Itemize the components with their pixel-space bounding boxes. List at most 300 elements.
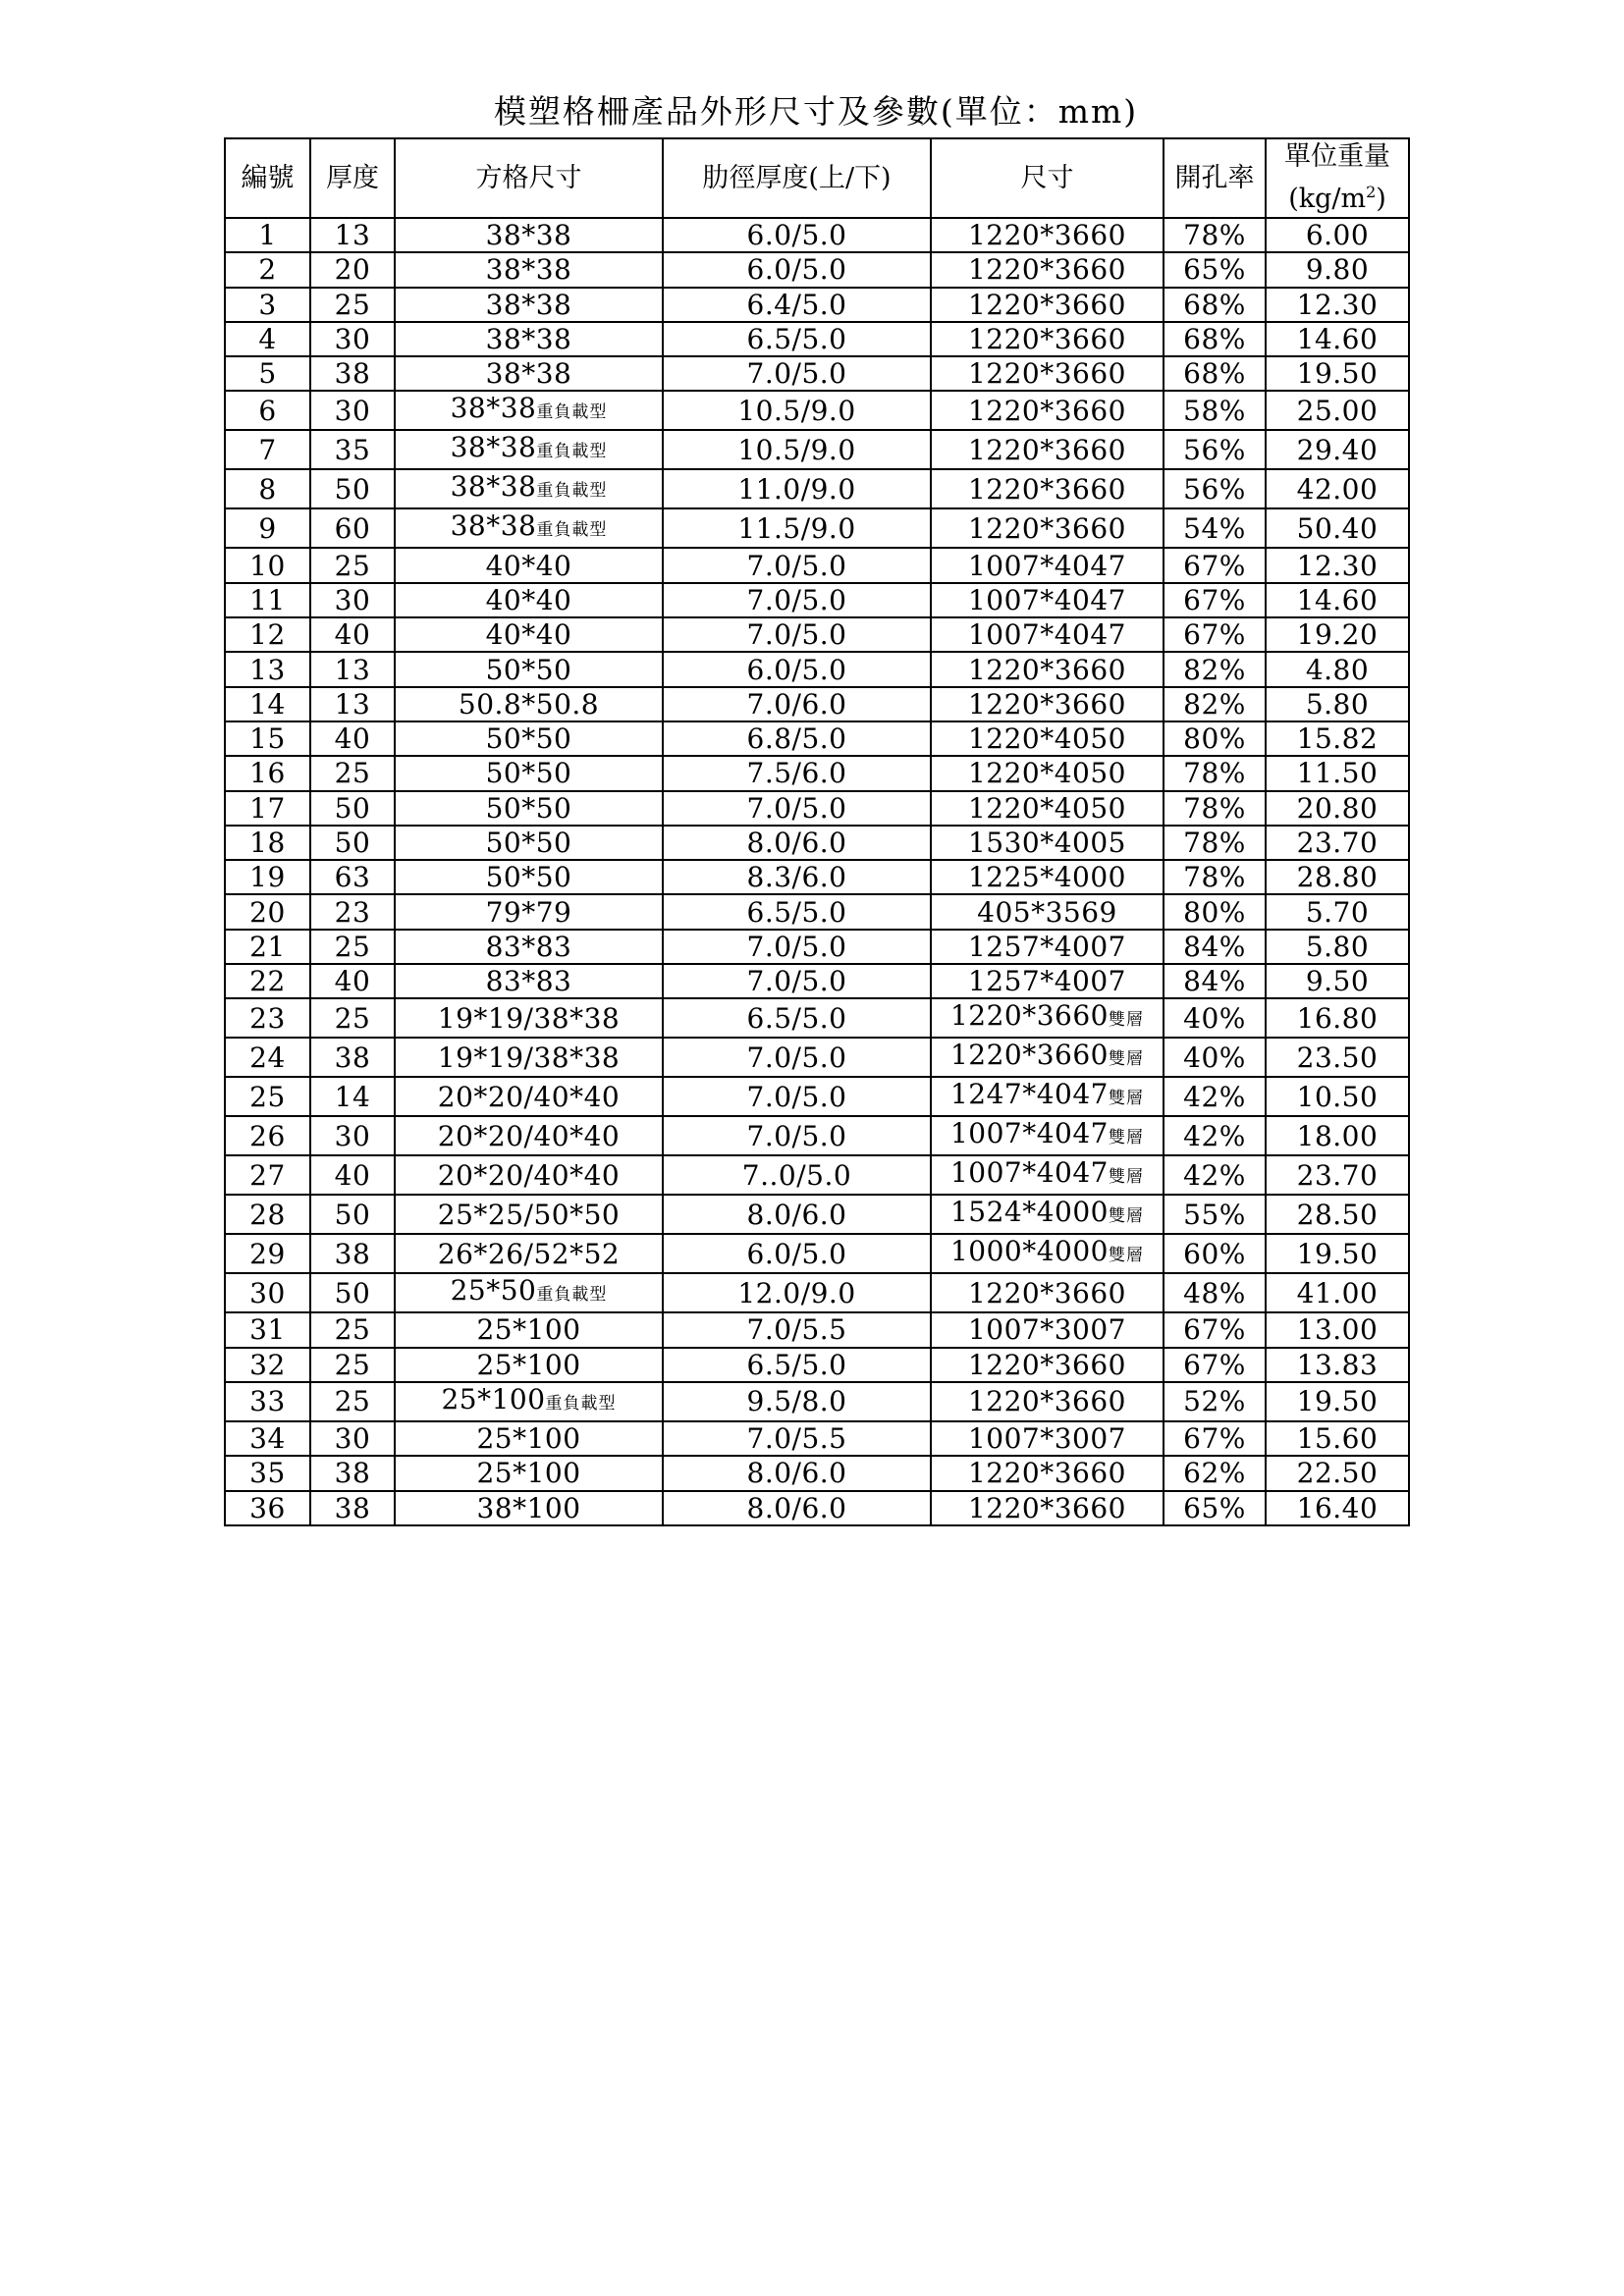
cell-grid-size: [395, 894, 663, 929]
cell-grid-size-value: 38*38: [450, 392, 537, 425]
cell-id-value: 35: [249, 1457, 286, 1490]
cell-grid-size: [395, 1456, 663, 1490]
cell-open-rate: [1164, 652, 1266, 686]
cell-thickness: [310, 430, 395, 469]
cell-size-value: 1007*3007: [967, 1422, 1126, 1456]
cell-size-value: 1220*4050: [967, 791, 1126, 825]
cell-unit-weight-value: 23.70: [1296, 1158, 1379, 1192]
cell-rib-thickness-value: 7.0/5.0: [746, 791, 847, 825]
table-row: [225, 860, 1409, 894]
cell-id: [225, 583, 310, 617]
cell-open-rate-value: 84%: [1183, 965, 1246, 998]
cell-thickness: [310, 252, 395, 287]
cell-unit-weight: [1266, 998, 1409, 1038]
cell-rib-thickness-value: 8.0/6.0: [746, 1491, 847, 1524]
document-title: 模塑格柵產品外形尺寸及參數(單位：mm): [493, 92, 1139, 131]
cell-id: [225, 252, 310, 287]
cell-id: [225, 1077, 310, 1116]
cell-rib-thickness-value: 8.0/6.0: [746, 1198, 847, 1231]
cell-open-rate-value: 58%: [1183, 394, 1246, 427]
cell-rib-thickness-value: 6.0/5.0: [746, 253, 847, 287]
cell-thickness: [310, 1491, 395, 1525]
cell-unit-weight-value: 28.80: [1296, 861, 1379, 894]
cell-grid-size: [395, 1312, 663, 1347]
cell-rib-thickness: [663, 930, 931, 964]
cell-grid-size-value: 38*38: [450, 431, 537, 464]
cell-id-value: 33: [249, 1385, 286, 1418]
cell-thickness: [310, 583, 395, 617]
cell-id: [225, 356, 310, 391]
cell-open-rate-value: 67%: [1183, 1348, 1246, 1381]
cell-size: [931, 1491, 1164, 1525]
cell-rib-thickness-value: 6.0/5.0: [746, 653, 847, 686]
cell-size-value: 1220*3660: [967, 253, 1126, 287]
cell-id: [225, 721, 310, 756]
cell-open-rate: [1164, 322, 1266, 356]
cell-id: [225, 508, 310, 548]
cell-rib-thickness-value: 7.0/5.0: [746, 618, 847, 652]
cell-open-rate: [1164, 218, 1266, 252]
cell-open-rate: [1164, 1116, 1266, 1155]
header-id: 編號: [225, 138, 310, 218]
cell-size-value: 1220*3660: [967, 511, 1126, 545]
table-row: [225, 1312, 1409, 1347]
cell-id-value: 11: [249, 583, 286, 616]
cell-size-value: 1007*4047: [949, 1117, 1109, 1150]
cell-open-rate-value: 56%: [1183, 472, 1246, 506]
cell-id-value: 26: [249, 1119, 286, 1152]
cell-grid-size-value: 83*83: [485, 965, 572, 998]
cell-size-value: 1220*3660: [967, 472, 1126, 506]
cell-size: [931, 964, 1164, 998]
cell-size-value: 1220*3660: [949, 1039, 1109, 1072]
cell-size: [931, 1312, 1164, 1347]
table-row: [225, 1382, 1409, 1421]
cell-id-value: 7: [258, 433, 277, 466]
cell-unit-weight-value: 42.00: [1296, 472, 1379, 506]
cell-id: [225, 391, 310, 430]
table-row: [225, 1155, 1409, 1195]
cell-unit-weight: [1266, 1348, 1409, 1382]
cell-id-value: 23: [249, 1001, 286, 1035]
cell-thickness-value: 40: [334, 1158, 371, 1192]
cell-rib-thickness-value: 6.5/5.0: [746, 1001, 847, 1035]
cell-grid-size-value: 38*38: [485, 219, 572, 252]
cell-unit-weight: [1266, 430, 1409, 469]
cell-id: [225, 288, 310, 322]
cell-size: [931, 652, 1164, 686]
cell-thickness: [310, 1038, 395, 1077]
cell-rib-thickness-value: 7.0/5.0: [746, 1041, 847, 1074]
cell-open-rate-value: 82%: [1183, 653, 1246, 686]
cell-id: [225, 1273, 310, 1312]
cell-open-rate: [1164, 469, 1266, 508]
cell-rib-thickness-value: 7.0/5.5: [746, 1422, 847, 1456]
cell-thickness: [310, 548, 395, 582]
cell-rib-thickness-value: 6.4/5.0: [746, 288, 847, 321]
cell-thickness: [310, 894, 395, 929]
cell-unit-weight: [1266, 288, 1409, 322]
cell-id: [225, 1456, 310, 1490]
cell-unit-weight: [1266, 583, 1409, 617]
cell-thickness: [310, 826, 395, 860]
cell-open-rate-value: 80%: [1183, 895, 1246, 929]
cell-size-value: 1007*3007: [967, 1313, 1126, 1347]
cell-open-rate: [1164, 1456, 1266, 1490]
cell-open-rate-value: 48%: [1183, 1276, 1246, 1309]
cell-thickness-value: 63: [334, 861, 371, 894]
cell-unit-weight-value: 5.70: [1305, 895, 1370, 929]
cell-grid-size: [395, 998, 663, 1038]
cell-rib-thickness: [663, 430, 931, 469]
table-row: [225, 1456, 1409, 1490]
cell-open-rate-value: 67%: [1183, 583, 1246, 616]
cell-size: [931, 218, 1164, 252]
cell-thickness-value: 38: [334, 1041, 371, 1074]
cell-id: [225, 1312, 310, 1347]
table-row: [225, 430, 1409, 469]
cell-thickness-value: 30: [334, 1422, 371, 1456]
cell-open-rate: [1164, 548, 1266, 582]
cell-rib-thickness: [663, 322, 931, 356]
cell-grid-size: [395, 721, 663, 756]
cell-unit-weight-value: 29.40: [1296, 433, 1379, 466]
cell-unit-weight-value: 15.60: [1296, 1422, 1379, 1456]
cell-size-value: 1007*4047: [967, 618, 1126, 652]
cell-size: [931, 548, 1164, 582]
cell-unit-weight-value: 4.80: [1305, 653, 1370, 686]
cell-grid-size-note: 重負載型: [536, 402, 608, 423]
cell-open-rate: [1164, 1195, 1266, 1234]
cell-grid-size: [395, 687, 663, 721]
cell-size: [931, 1195, 1164, 1234]
cell-grid-size-value: 50.8*50.8: [458, 687, 600, 721]
cell-thickness-value: 50: [334, 472, 371, 506]
cell-unit-weight-value: 41.00: [1296, 1276, 1379, 1309]
cell-size-value: 1247*4047: [949, 1078, 1109, 1111]
cell-thickness: [310, 1234, 395, 1273]
cell-rib-thickness: [663, 1234, 931, 1273]
cell-size: [931, 508, 1164, 548]
cell-grid-size: [395, 930, 663, 964]
cell-size-value: 1220*3660: [967, 1457, 1126, 1490]
cell-rib-thickness: [663, 721, 931, 756]
cell-thickness-value: 50: [334, 791, 371, 825]
cell-grid-size-value: 79*79: [485, 895, 572, 929]
cell-thickness-value: 50: [334, 827, 371, 859]
cell-thickness: [310, 998, 395, 1038]
cell-open-rate: [1164, 1077, 1266, 1116]
cell-unit-weight-value: 12.30: [1296, 288, 1379, 321]
cell-open-rate-value: 78%: [1183, 827, 1246, 859]
cell-unit-weight-value: 10.50: [1296, 1080, 1379, 1113]
cell-unit-weight: [1266, 1421, 1409, 1456]
cell-thickness-value: 50: [334, 1276, 371, 1309]
cell-open-rate-value: 40%: [1183, 1001, 1246, 1035]
cell-grid-size-value: 83*83: [485, 930, 572, 963]
cell-id: [225, 998, 310, 1038]
cell-thickness-value: 25: [334, 288, 371, 321]
cell-rib-thickness-value: 7.0/5.0: [746, 549, 847, 582]
cell-rib-thickness: [663, 894, 931, 929]
cell-unit-weight: [1266, 894, 1409, 929]
cell-unit-weight-value: 9.50: [1305, 965, 1370, 998]
cell-grid-size-value: 40*40: [485, 549, 572, 582]
unit-text: (kg/m: [1288, 184, 1367, 214]
cell-id: [225, 860, 310, 894]
cell-id-value: 10: [249, 549, 286, 582]
cell-thickness-value: 13: [334, 653, 371, 686]
cell-grid-size-value: 25*100: [476, 1422, 581, 1456]
cell-size-note: 雙層: [1109, 1010, 1144, 1031]
table-row: [225, 1038, 1409, 1077]
cell-thickness: [310, 1348, 395, 1382]
cell-thickness-value: 25: [334, 1313, 371, 1347]
cell-unit-weight-value: 18.00: [1296, 1119, 1379, 1152]
cell-open-rate-value: 62%: [1183, 1457, 1246, 1490]
cell-open-rate: [1164, 1155, 1266, 1195]
cell-grid-size-value: 38*38: [450, 509, 537, 543]
cell-thickness: [310, 356, 395, 391]
cell-grid-size-value: 25*100: [476, 1348, 581, 1381]
cell-id: [225, 322, 310, 356]
cell-size: [931, 894, 1164, 929]
cell-rib-thickness-value: 7.0/6.0: [746, 687, 847, 721]
cell-grid-size-value: 25*50: [450, 1274, 537, 1308]
cell-unit-weight: [1266, 617, 1409, 652]
cell-thickness: [310, 1421, 395, 1456]
table-row: [225, 288, 1409, 322]
cell-thickness: [310, 1456, 395, 1490]
cell-id: [225, 617, 310, 652]
cell-open-rate-value: 67%: [1183, 1422, 1246, 1456]
cell-rib-thickness-value: 7.0/5.0: [746, 357, 847, 391]
cell-id: [225, 218, 310, 252]
cell-rib-thickness-value: 7.0/5.0: [746, 930, 847, 963]
cell-open-rate-value: 65%: [1183, 1491, 1246, 1524]
cell-size-value: 1220*3660: [967, 653, 1126, 686]
cell-open-rate: [1164, 998, 1266, 1038]
cell-id: [225, 756, 310, 790]
cell-open-rate: [1164, 687, 1266, 721]
cell-unit-weight: [1266, 252, 1409, 287]
cell-unit-weight-value: 19.50: [1296, 357, 1379, 391]
cell-unit-weight-value: 9.80: [1305, 253, 1370, 287]
cell-grid-size: [395, 1421, 663, 1456]
cell-size-value: 1007*4047: [949, 1156, 1109, 1190]
cell-thickness: [310, 288, 395, 322]
cell-id-value: 34: [249, 1422, 286, 1456]
cell-rib-thickness-value: 11.5/9.0: [737, 511, 856, 545]
cell-unit-weight: [1266, 218, 1409, 252]
cell-rib-thickness: [663, 1116, 931, 1155]
cell-size: [931, 1038, 1164, 1077]
cell-grid-size-note: 重負載型: [545, 1393, 617, 1414]
cell-size: [931, 1348, 1164, 1382]
cell-size-value: 1220*3660: [949, 999, 1109, 1033]
cell-size-value: 1220*3660: [967, 433, 1126, 466]
cell-grid-size: [395, 430, 663, 469]
cell-open-rate-value: 42%: [1183, 1119, 1246, 1152]
cell-thickness: [310, 756, 395, 790]
cell-rib-thickness-value: 8.0/6.0: [746, 1457, 847, 1490]
cell-grid-size-note: 重負載型: [536, 442, 608, 462]
cell-size-value: 1530*4005: [967, 827, 1126, 859]
table-row: [225, 791, 1409, 826]
cell-unit-weight: [1266, 1382, 1409, 1421]
cell-thickness-value: 14: [334, 1080, 371, 1113]
cell-size: [931, 1155, 1164, 1195]
cell-open-rate-value: 40%: [1183, 1041, 1246, 1074]
cell-grid-size-value: 25*100: [476, 1313, 581, 1347]
cell-thickness-value: 25: [334, 1385, 371, 1418]
cell-rib-thickness: [663, 391, 931, 430]
cell-size: [931, 356, 1164, 391]
table-row: [225, 391, 1409, 430]
cell-size: [931, 998, 1164, 1038]
cell-rib-thickness: [663, 356, 931, 391]
cell-thickness-value: 20: [334, 253, 371, 287]
cell-id-value: 14: [249, 687, 286, 721]
cell-grid-size: [395, 356, 663, 391]
cell-unit-weight-value: 50.40: [1296, 511, 1379, 545]
cell-thickness-value: 23: [334, 895, 371, 929]
cell-rib-thickness: [663, 998, 931, 1038]
cell-size-value: 1000*4000: [949, 1235, 1109, 1268]
cell-unit-weight: [1266, 826, 1409, 860]
cell-rib-thickness: [663, 469, 931, 508]
cell-rib-thickness: [663, 756, 931, 790]
cell-open-rate-value: 67%: [1183, 1313, 1246, 1347]
cell-size-value: 1257*4007: [967, 965, 1126, 998]
cell-rib-thickness: [663, 288, 931, 322]
cell-grid-size: [395, 964, 663, 998]
table-header: [225, 138, 1409, 218]
cell-size: [931, 1456, 1164, 1490]
cell-grid-size: [395, 1491, 663, 1525]
cell-rib-thickness-value: 10.5/9.0: [737, 394, 856, 427]
table-row: [225, 998, 1409, 1038]
cell-grid-size-value: 50*50: [485, 757, 572, 790]
header-unit-weight: [1266, 138, 1409, 218]
cell-thickness-value: 25: [334, 930, 371, 963]
product-spec-table: [224, 137, 1410, 1526]
cell-unit-weight-value: 16.80: [1296, 1001, 1379, 1035]
table-row: [225, 218, 1409, 252]
cell-thickness-value: 38: [334, 1491, 371, 1524]
cell-size-value: 1220*4050: [967, 757, 1126, 790]
cell-id: [225, 652, 310, 686]
cell-unit-weight-value: 28.50: [1296, 1198, 1379, 1231]
cell-open-rate: [1164, 288, 1266, 322]
cell-grid-size-value: 26*26/52*52: [437, 1237, 621, 1270]
cell-thickness-value: 30: [334, 1119, 371, 1152]
table-row: [225, 508, 1409, 548]
cell-thickness: [310, 687, 395, 721]
cell-thickness-value: 25: [334, 1348, 371, 1381]
cell-id: [225, 826, 310, 860]
cell-grid-size-value: 38*38: [485, 288, 572, 321]
cell-size-value: 1220*3660: [967, 1348, 1126, 1381]
cell-open-rate: [1164, 252, 1266, 287]
cell-open-rate-value: 80%: [1183, 722, 1246, 756]
cell-open-rate: [1164, 791, 1266, 826]
table-row: [225, 548, 1409, 582]
cell-open-rate-value: 78%: [1183, 861, 1246, 894]
table-row: [225, 1234, 1409, 1273]
cell-open-rate: [1164, 964, 1266, 998]
cell-rib-thickness-value: 6.5/5.0: [746, 1348, 847, 1381]
cell-rib-thickness-value: 8.0/6.0: [746, 827, 847, 859]
cell-id-value: 8: [258, 472, 277, 506]
table-row: [225, 356, 1409, 391]
cell-size-value: 1220*3660: [967, 394, 1126, 427]
table-row: [225, 826, 1409, 860]
cell-grid-size-value: 38*100: [476, 1491, 581, 1524]
cell-thickness: [310, 1195, 395, 1234]
cell-grid-size: [395, 583, 663, 617]
cell-size-value: 1220*3660: [967, 323, 1126, 356]
cell-rib-thickness-value: 7.0/5.0: [746, 965, 847, 998]
cell-unit-weight: [1266, 1456, 1409, 1490]
cell-rib-thickness-value: 11.0/9.0: [737, 472, 856, 506]
cell-grid-size: [395, 391, 663, 430]
cell-size-note: 雙層: [1109, 1246, 1144, 1266]
cell-id-value: 18: [249, 827, 286, 859]
cell-thickness: [310, 721, 395, 756]
header-thickness: 厚度: [310, 138, 395, 218]
cell-grid-size-value: 40*40: [485, 583, 572, 616]
cell-unit-weight: [1266, 1195, 1409, 1234]
cell-rib-thickness: [663, 1348, 931, 1382]
cell-grid-size: [395, 252, 663, 287]
cell-size: [931, 430, 1164, 469]
cell-unit-weight-value: 14.60: [1296, 323, 1379, 356]
cell-thickness-value: 25: [334, 549, 371, 582]
cell-rib-thickness: [663, 1195, 931, 1234]
cell-unit-weight: [1266, 1491, 1409, 1525]
cell-open-rate: [1164, 930, 1266, 964]
cell-size-value: 1220*3660: [967, 288, 1126, 321]
cell-thickness: [310, 469, 395, 508]
cell-thickness-value: 38: [334, 357, 371, 391]
cell-grid-size-value: 40*40: [485, 618, 572, 652]
cell-size-value: 1007*4047: [967, 583, 1126, 616]
cell-thickness-value: 40: [334, 618, 371, 652]
cell-open-rate-value: 52%: [1183, 1385, 1246, 1418]
cell-grid-size: [395, 617, 663, 652]
cell-open-rate: [1164, 894, 1266, 929]
cell-grid-size: [395, 288, 663, 322]
cell-id: [225, 687, 310, 721]
cell-size: [931, 391, 1164, 430]
cell-grid-size-value: 20*20/40*40: [437, 1119, 621, 1152]
cell-grid-size-note: 重負載型: [536, 520, 608, 541]
cell-open-rate-value: 67%: [1183, 618, 1246, 652]
table-row: [225, 756, 1409, 790]
cell-grid-size-note: 重負載型: [536, 481, 608, 502]
cell-size-note: 雙層: [1109, 1049, 1144, 1070]
cell-unit-weight: [1266, 1077, 1409, 1116]
cell-open-rate: [1164, 391, 1266, 430]
cell-unit-weight: [1266, 687, 1409, 721]
cell-grid-size: [395, 1348, 663, 1382]
cell-unit-weight: [1266, 1155, 1409, 1195]
cell-size-value: 1220*3660: [967, 1491, 1126, 1524]
cell-id: [225, 469, 310, 508]
cell-unit-weight: [1266, 1273, 1409, 1312]
header-open-rate: 開孔率: [1164, 138, 1266, 218]
